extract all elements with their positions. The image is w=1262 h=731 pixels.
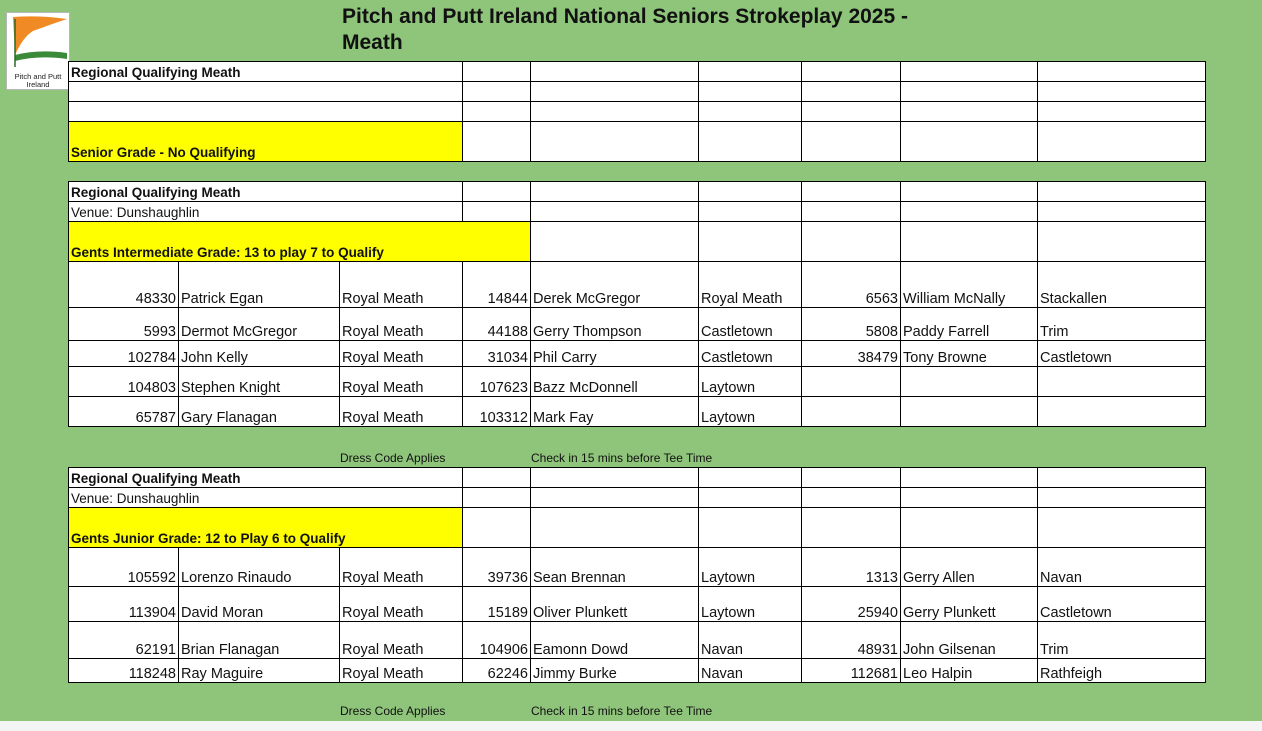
- member-number-3: 25940: [802, 587, 901, 622]
- club-2: Royal Meath: [699, 262, 802, 308]
- intermediate-venue: Venue: Dunshaughlin: [69, 202, 463, 222]
- player-name-2: Derek McGregor: [531, 262, 699, 308]
- title-line1: Pitch and Putt Ireland National Seniors Strokeplay 2025 -: [342, 5, 908, 28]
- member-number-1: 65787: [69, 397, 179, 427]
- member-number-1: 62191: [69, 622, 179, 659]
- senior-grade-label: Senior Grade - No Qualifying: [69, 122, 463, 162]
- club-1: Royal Meath: [340, 587, 463, 622]
- club-1: Royal Meath: [340, 548, 463, 587]
- club-1: Royal Meath: [340, 622, 463, 659]
- intermediate-player-rows: [69, 262, 1206, 427]
- player-name-2: Oliver Plunkett: [531, 587, 699, 622]
- member-number-1: 48330: [69, 262, 179, 308]
- club-2: Laytown: [699, 397, 802, 427]
- table-row: [69, 262, 1206, 308]
- member-number-2: 31034: [463, 341, 531, 367]
- member-number-2: 15189: [463, 587, 531, 622]
- member-number-1: 5993: [69, 308, 179, 341]
- member-number-2: 103312: [463, 397, 531, 427]
- player-name-1: John Kelly: [179, 341, 340, 367]
- player-name-3: Tony Browne: [901, 341, 1038, 367]
- table-row: [69, 341, 1206, 367]
- club-3: Trim: [1038, 622, 1206, 659]
- member-number-2: 62246: [463, 659, 531, 683]
- player-name-2: Eamonn Dowd: [531, 622, 699, 659]
- member-number-3: 1313: [802, 548, 901, 587]
- table-row: [69, 587, 1206, 622]
- player-name-3: Gerry Allen: [901, 548, 1038, 587]
- club-1: Royal Meath: [340, 659, 463, 683]
- club-3: Stackallen: [1038, 262, 1206, 308]
- player-name-3: William McNally: [901, 262, 1038, 308]
- member-number-1: 105592: [69, 548, 179, 587]
- junior-grade-table: [68, 467, 1206, 683]
- member-number-2: 104906: [463, 622, 531, 659]
- club-3: Castletown: [1038, 587, 1206, 622]
- title-line2: Meath: [342, 31, 403, 54]
- member-number-2: 14844: [463, 262, 531, 308]
- club-2: Laytown: [699, 367, 802, 397]
- club-3: Rathfeigh: [1038, 659, 1206, 683]
- member-number-3: 112681: [802, 659, 901, 683]
- table-row: [69, 622, 1206, 659]
- club-2: Laytown: [699, 548, 802, 587]
- table-row: [69, 548, 1206, 587]
- member-number-2: 107623: [463, 367, 531, 397]
- junior-section-header: Regional Qualifying Meath: [69, 468, 463, 488]
- player-name-3: John Gilsenan: [901, 622, 1038, 659]
- player-name-3: Leo Halpin: [901, 659, 1038, 683]
- junior-grade-label: Gents Junior Grade: 12 to Play 6 to Qualify: [69, 508, 463, 548]
- club-2: Navan: [699, 659, 802, 683]
- club-3: Trim: [1038, 308, 1206, 341]
- member-number-3: 6563: [802, 262, 901, 308]
- player-name-2: Jimmy Burke: [531, 659, 699, 683]
- player-name-2: Mark Fay: [531, 397, 699, 427]
- player-name-1: David Moran: [179, 587, 340, 622]
- member-number-2: 44188: [463, 308, 531, 341]
- club-1: Royal Meath: [340, 262, 463, 308]
- flag-icon: [9, 15, 69, 69]
- player-name-3: [901, 367, 1038, 397]
- table-row: [69, 659, 1206, 683]
- member-number-3: [802, 397, 901, 427]
- intermediate-section-header: Regional Qualifying Meath: [69, 182, 463, 202]
- member-number-3: 38479: [802, 341, 901, 367]
- player-name-1: Ray Maguire: [179, 659, 340, 683]
- junior-check-in: Check in 15 mins before Tee Time: [531, 704, 713, 718]
- bottom-strip: [0, 721, 1262, 731]
- intermediate-grade-table: [68, 181, 1206, 427]
- club-2: Castletown: [699, 308, 802, 341]
- senior-grade-table: [68, 61, 1206, 162]
- intermediate-dress-code: Dress Code Applies: [340, 451, 446, 465]
- junior-venue: Venue: Dunshaughlin: [69, 488, 463, 508]
- table-row: [69, 308, 1206, 341]
- player-name-1: Lorenzo Rinaudo: [179, 548, 340, 587]
- table-row: [69, 397, 1206, 427]
- player-name-2: Gerry Thompson: [531, 308, 699, 341]
- club-3: [1038, 397, 1206, 427]
- pitch-and-putt-logo: [6, 12, 70, 90]
- player-name-1: Patrick Egan: [179, 262, 340, 308]
- player-name-1: Dermot McGregor: [179, 308, 340, 341]
- club-1: Royal Meath: [340, 341, 463, 367]
- member-number-1: 113904: [69, 587, 179, 622]
- player-name-2: Sean Brennan: [531, 548, 699, 587]
- player-name-1: Gary Flanagan: [179, 397, 340, 427]
- logo-text-line1: Pitch and Putt: [14, 72, 62, 81]
- player-name-1: Stephen Knight: [179, 367, 340, 397]
- logo-text-line2: Ireland: [26, 80, 50, 89]
- intermediate-check-in: Check in 15 mins before Tee Time: [531, 451, 713, 465]
- club-2: Navan: [699, 622, 802, 659]
- player-name-3: [901, 397, 1038, 427]
- club-3: Navan: [1038, 548, 1206, 587]
- junior-dress-code: Dress Code Applies: [340, 704, 446, 718]
- senior-section-header: Regional Qualifying Meath: [69, 62, 463, 82]
- member-number-2: 39736: [463, 548, 531, 587]
- club-3: Castletown: [1038, 341, 1206, 367]
- player-name-3: Paddy Farrell: [901, 308, 1038, 341]
- club-1: Royal Meath: [340, 397, 463, 427]
- player-name-1: Brian Flanagan: [179, 622, 340, 659]
- member-number-3: 48931: [802, 622, 901, 659]
- player-name-2: Phil Carry: [531, 341, 699, 367]
- club-2: Laytown: [699, 587, 802, 622]
- club-1: Royal Meath: [340, 308, 463, 341]
- member-number-1: 102784: [69, 341, 179, 367]
- junior-player-rows: [69, 548, 1206, 683]
- member-number-1: 118248: [69, 659, 179, 683]
- player-name-2: Bazz McDonnell: [531, 367, 699, 397]
- page-title: [342, 4, 1042, 56]
- intermediate-grade-label: Gents Intermediate Grade: 13 to play 7 to Qualify: [69, 222, 531, 262]
- member-number-3: 5808: [802, 308, 901, 341]
- player-name-3: Gerry Plunkett: [901, 587, 1038, 622]
- club-1: Royal Meath: [340, 367, 463, 397]
- member-number-1: 104803: [69, 367, 179, 397]
- table-row: [69, 367, 1206, 397]
- club-3: [1038, 367, 1206, 397]
- member-number-3: [802, 367, 901, 397]
- club-2: Castletown: [699, 341, 802, 367]
